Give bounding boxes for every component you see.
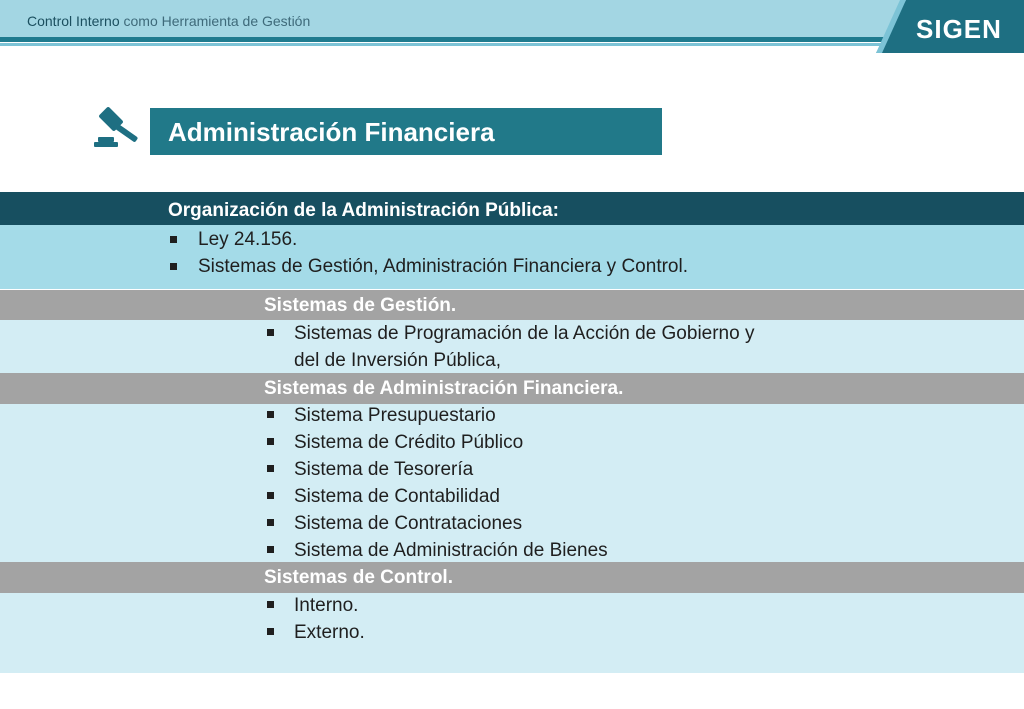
bullet-icon xyxy=(267,438,274,445)
financiera-item: Sistema de Crédito Público xyxy=(294,432,524,453)
header-rule-light xyxy=(0,43,900,46)
bullet-icon xyxy=(267,628,274,635)
gestion-heading: Sistemas de Gestión. xyxy=(264,295,457,316)
bullet-icon xyxy=(267,465,274,472)
header-rule xyxy=(0,37,1024,42)
bullet-icon xyxy=(267,411,274,418)
organization-item: Ley 24.156. xyxy=(198,229,298,250)
financiera-item: Sistema de Administración de Bienes xyxy=(294,540,608,561)
presentation-title xyxy=(27,13,310,29)
bullet-icon xyxy=(267,546,274,553)
bullet-icon xyxy=(267,601,274,608)
bullet-icon xyxy=(170,236,177,243)
financiera-item: Sistema de Tesorería xyxy=(294,459,474,480)
financiera-item: Sistema de Contrataciones xyxy=(294,513,523,534)
control-items-band xyxy=(0,593,1024,673)
sigen-logo: SIGEN xyxy=(916,14,1002,44)
gestion-item-line1: Sistemas de Programación de la Acción de Gobierno y xyxy=(294,323,755,344)
gestion-item-line2: del de Inversión Pública, xyxy=(294,350,502,371)
financiera-item: Sistema de Contabilidad xyxy=(294,486,500,507)
control-item: Externo. xyxy=(294,622,365,643)
control-heading-band xyxy=(0,562,1024,593)
bullet-icon xyxy=(267,329,274,336)
section-title-bar xyxy=(150,108,662,155)
control-item: Interno. xyxy=(294,595,359,616)
control-heading: Sistemas de Control. xyxy=(264,567,453,588)
bullet-icon xyxy=(170,263,177,270)
financiera-item: Sistema Presupuestario xyxy=(294,405,496,426)
organization-heading: Organización de la Administración Pública: xyxy=(168,200,559,221)
financiera-items-band xyxy=(0,404,1024,562)
presentation-title-rest: como Herramienta de Gestión xyxy=(119,13,311,29)
presentation-title-strong: Control Interno xyxy=(27,13,120,29)
financiera-heading: Sistemas de Administración Financiera. xyxy=(264,378,624,399)
organization-item: Sistemas de Gestión, Administración Financiera y Control. xyxy=(198,256,688,277)
bullet-icon xyxy=(267,519,274,526)
gestion-heading-band xyxy=(0,290,1024,320)
section-title: Administración Financiera xyxy=(168,117,495,147)
bullet-icon xyxy=(267,492,274,499)
gavel-icon xyxy=(92,106,144,152)
